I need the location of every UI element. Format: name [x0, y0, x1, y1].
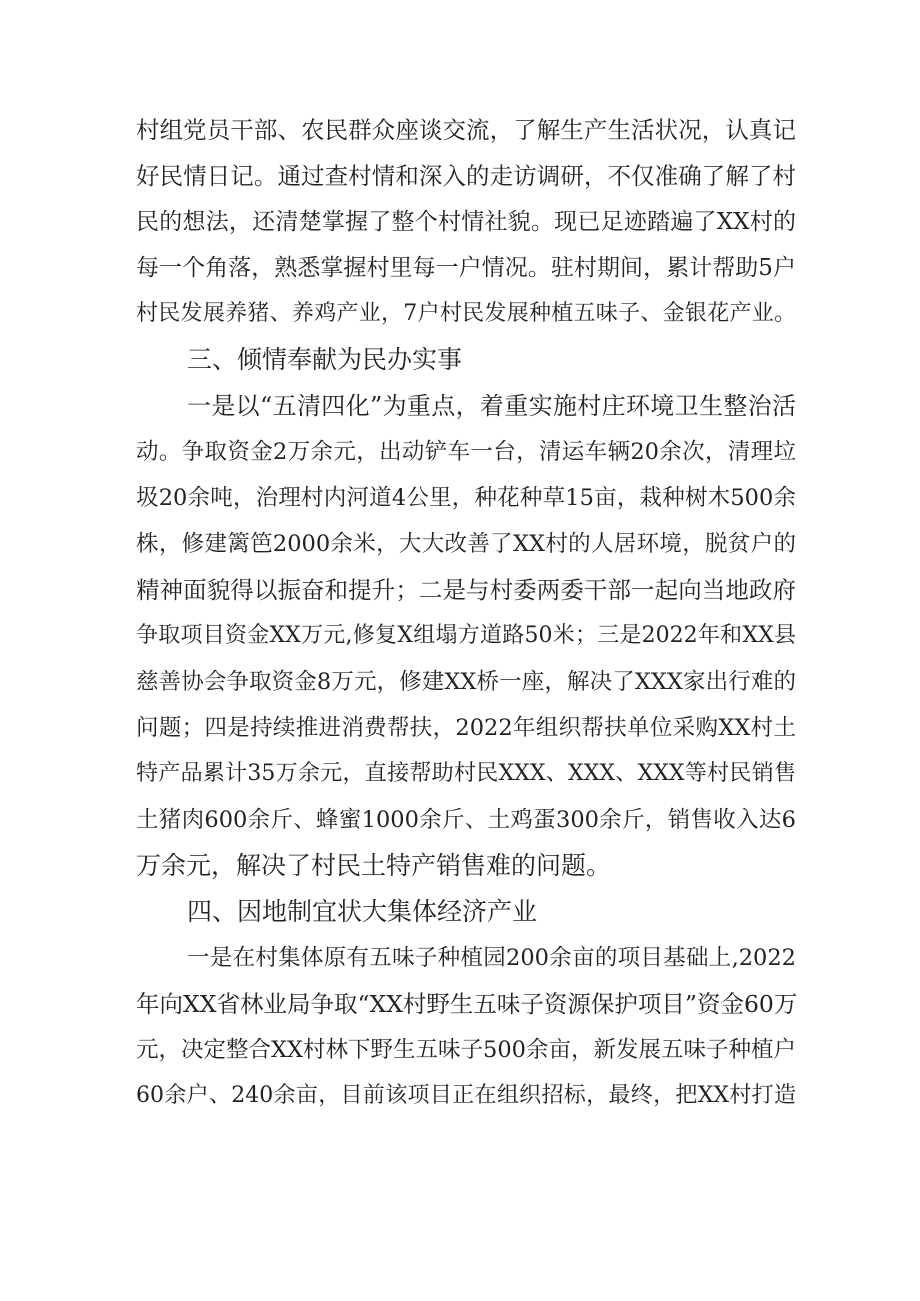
paragraph-line: 精神面貌得以振奋和提升；二是与村委两委干部一起向当地政府 [136, 576, 796, 604]
paragraph-line: 动。争取资金2万余元，出动铲车一台，清运车辆20余次，清理垃 [136, 439, 796, 465]
paragraph-line: 一是在村集体原有五味子种植园200余亩的项目基础上,2022 [187, 945, 796, 971]
paragraph-line: 年向XX省林业局争取“XX村野生五味子资源保护项目”资金60万 [136, 990, 798, 1018]
paragraph-line: 60余户、240余亩，目前该项目正在组织招标，最终，把XX村打造 [136, 1083, 796, 1108]
paragraph-line: 每一个角落，熟悉掌握村里每一户情况。驻村期间，累计帮助5户 [136, 255, 796, 281]
paragraph-line: 问题；四是持续推进消费帮扶，2022年组织帮扶单位采购XX村土 [136, 715, 796, 741]
paragraph-line: 好民情日记。通过查村情和深入的走访调研，不仅准确了解了村 [136, 162, 796, 190]
paragraph-line: 争取项目资金XX万元,修复X组塌方道路50米；三是2022年和XX县 [136, 623, 796, 648]
paragraph-line: 一是以“五清四化”为重点，着重实施村庄环境卫生整治活 [187, 392, 796, 420]
paragraph-line: 元，决定整合XX村林下野生五味子500余亩，新发展五味子种植户 [136, 1037, 796, 1063]
paragraph-line: 土猪肉600余斤、蜂蜜1000余斤、土鸡蛋300余斤，销售收入达6 [136, 807, 796, 833]
section-heading-3: 三、倾情奉献为民办实事 [187, 345, 463, 374]
paragraph-line: 万余元，解决了村民土特产销售难的问题。 [136, 851, 612, 880]
paragraph-line: 村组党员干部、农民群众座谈交流，了解生产生活状况，认真记 [136, 116, 796, 144]
section-heading-4: 四、因地制宜状大集体经济产业 [187, 897, 538, 926]
paragraph-line: 特产品累计35万余元，直接帮助村民XXX、XXX、XXX等村民销售 [136, 761, 796, 786]
paragraph-line: 民的想法，还清楚掌握了整个村情社貌。现已足迹踏遍了XX村的 [136, 209, 796, 235]
paragraph-line: 圾20余吨，治理村内河道4公里，种花种草15亩，栽种树木500余 [136, 485, 796, 511]
paragraph-line: 株，修建篱笆2000余米，大大改善了XX村的人居环境，脱贫户的 [136, 531, 796, 557]
paragraph-line: 村民发展养猪、养鸡产业，7户村民发展种植五味子、金银花产业。 [136, 301, 796, 326]
paragraph-line: 慈善协会争取资金8万元，修建XX桥一座，解决了XXX家出行难的 [136, 669, 796, 695]
